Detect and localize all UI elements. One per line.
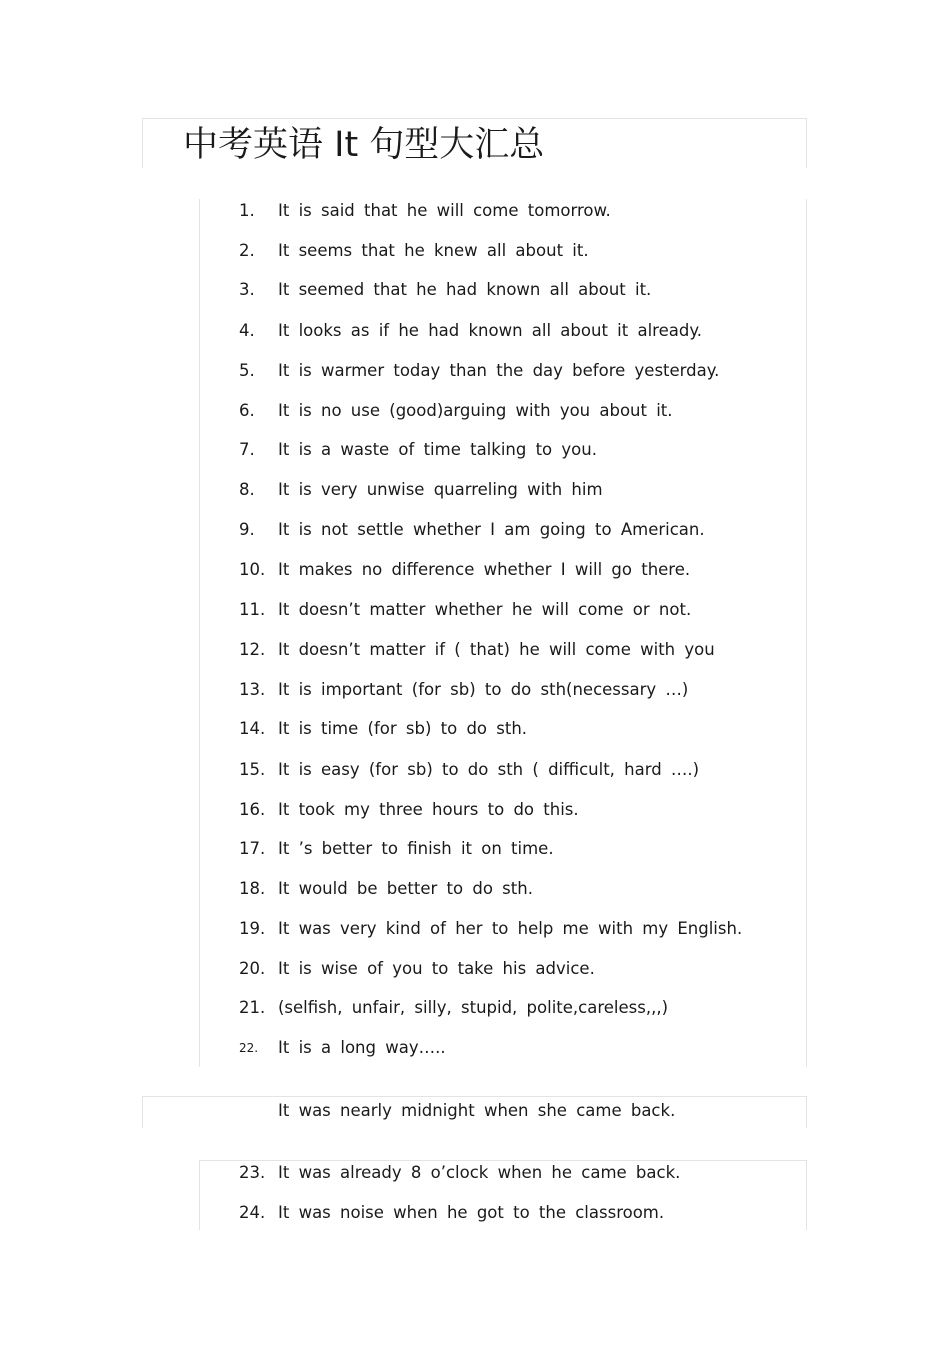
item-number: 19. <box>239 919 266 938</box>
item-text: It was already 8 o’clock when he came back. <box>278 1163 681 1182</box>
item-number: 18. <box>239 879 266 898</box>
list-item <box>0 399 950 423</box>
list-item <box>0 239 950 263</box>
item-number: 20. <box>239 959 266 978</box>
item-number: 12. <box>239 640 266 659</box>
list-item <box>0 678 950 702</box>
page-title: 中考英语 It 句型大汇总 <box>183 125 545 165</box>
list-item <box>0 1161 950 1185</box>
list-item <box>0 438 950 462</box>
item-text: It was very kind of her to help me with my English. <box>278 919 743 938</box>
item-number: 11. <box>239 600 266 619</box>
item-number: 3. <box>239 280 255 299</box>
list-item <box>0 478 950 502</box>
list-item <box>0 996 950 1020</box>
item-text: It is a waste of time talking to you. <box>278 440 597 459</box>
item-number: 1. <box>239 201 255 220</box>
item-text: (selfish, unfair, silly, stupid, polite,careless,,,) <box>278 998 669 1017</box>
list-item <box>0 518 950 542</box>
list-item <box>0 558 950 582</box>
list-item <box>0 798 950 822</box>
item-number: 2. <box>239 241 255 260</box>
list-item <box>0 598 950 622</box>
item-text: It is a long way….. <box>278 1038 446 1057</box>
item-number: 7. <box>239 440 255 459</box>
item-text: It is warmer today than the day before yesterday. <box>278 361 720 380</box>
item-number: 8. <box>239 480 255 499</box>
list-item <box>0 758 950 782</box>
list-item <box>0 837 950 861</box>
item-text: It is important (for sb) to do sth(necessary …) <box>278 680 689 699</box>
list-item <box>0 199 950 223</box>
item-text: It took my three hours to do this. <box>278 800 579 819</box>
item-text: It doesn’t matter whether he will come or not. <box>278 600 692 619</box>
item-text: It is said that he will come tomorrow. <box>278 201 611 220</box>
list-item <box>0 1036 950 1060</box>
item-text: It doesn’t matter if ( that) he will come with you <box>278 640 715 659</box>
list-item <box>0 957 950 981</box>
item-text: It is wise of you to take his advice. <box>278 959 595 978</box>
item-number: 24. <box>239 1203 266 1222</box>
list-item <box>0 319 950 343</box>
item-text: It is time (for sb) to do sth. <box>278 719 528 738</box>
item-number: 4. <box>239 321 255 340</box>
list-item <box>0 359 950 383</box>
item-number: 14. <box>239 719 266 738</box>
item-number: 17. <box>239 839 266 858</box>
item-number: 13. <box>239 680 266 699</box>
list-item <box>0 917 950 941</box>
item-number: 5. <box>239 361 255 380</box>
list-item <box>0 877 950 901</box>
item-text: It would be better to do sth. <box>278 879 533 898</box>
item-text: It ’s better to finish it on time. <box>278 839 554 858</box>
item-number: 22. <box>239 1041 259 1055</box>
item-number: 23. <box>239 1163 266 1182</box>
item-number: 9. <box>239 520 255 539</box>
middle-sentence: It was nearly midnight when she came back. <box>278 1101 676 1120</box>
item-number: 10. <box>239 560 266 579</box>
item-text: It looks as if he had known all about it already. <box>278 321 702 340</box>
item-text: It seems that he knew all about it. <box>278 241 589 260</box>
middle-sentence-row <box>0 1099 950 1123</box>
item-text: It seemed that he had known all about it. <box>278 280 652 299</box>
item-number: 21. <box>239 998 266 1017</box>
list-item <box>0 717 950 741</box>
list-item <box>0 278 950 302</box>
item-number: 16. <box>239 800 266 819</box>
item-number: 15. <box>239 760 266 779</box>
item-text: It is very unwise quarreling with him <box>278 480 603 499</box>
list-item <box>0 638 950 662</box>
item-text: It was noise when he got to the classroom. <box>278 1203 665 1222</box>
item-text: It is not settle whether I am going to American. <box>278 520 705 539</box>
item-text: It makes no difference whether I will go there. <box>278 560 691 579</box>
item-text: It is no use (good)arguing with you about it. <box>278 401 673 420</box>
item-number: 6. <box>239 401 255 420</box>
list-item <box>0 1201 950 1225</box>
item-text: It is easy (for sb) to do sth ( difficult, hard ….) <box>278 760 700 779</box>
